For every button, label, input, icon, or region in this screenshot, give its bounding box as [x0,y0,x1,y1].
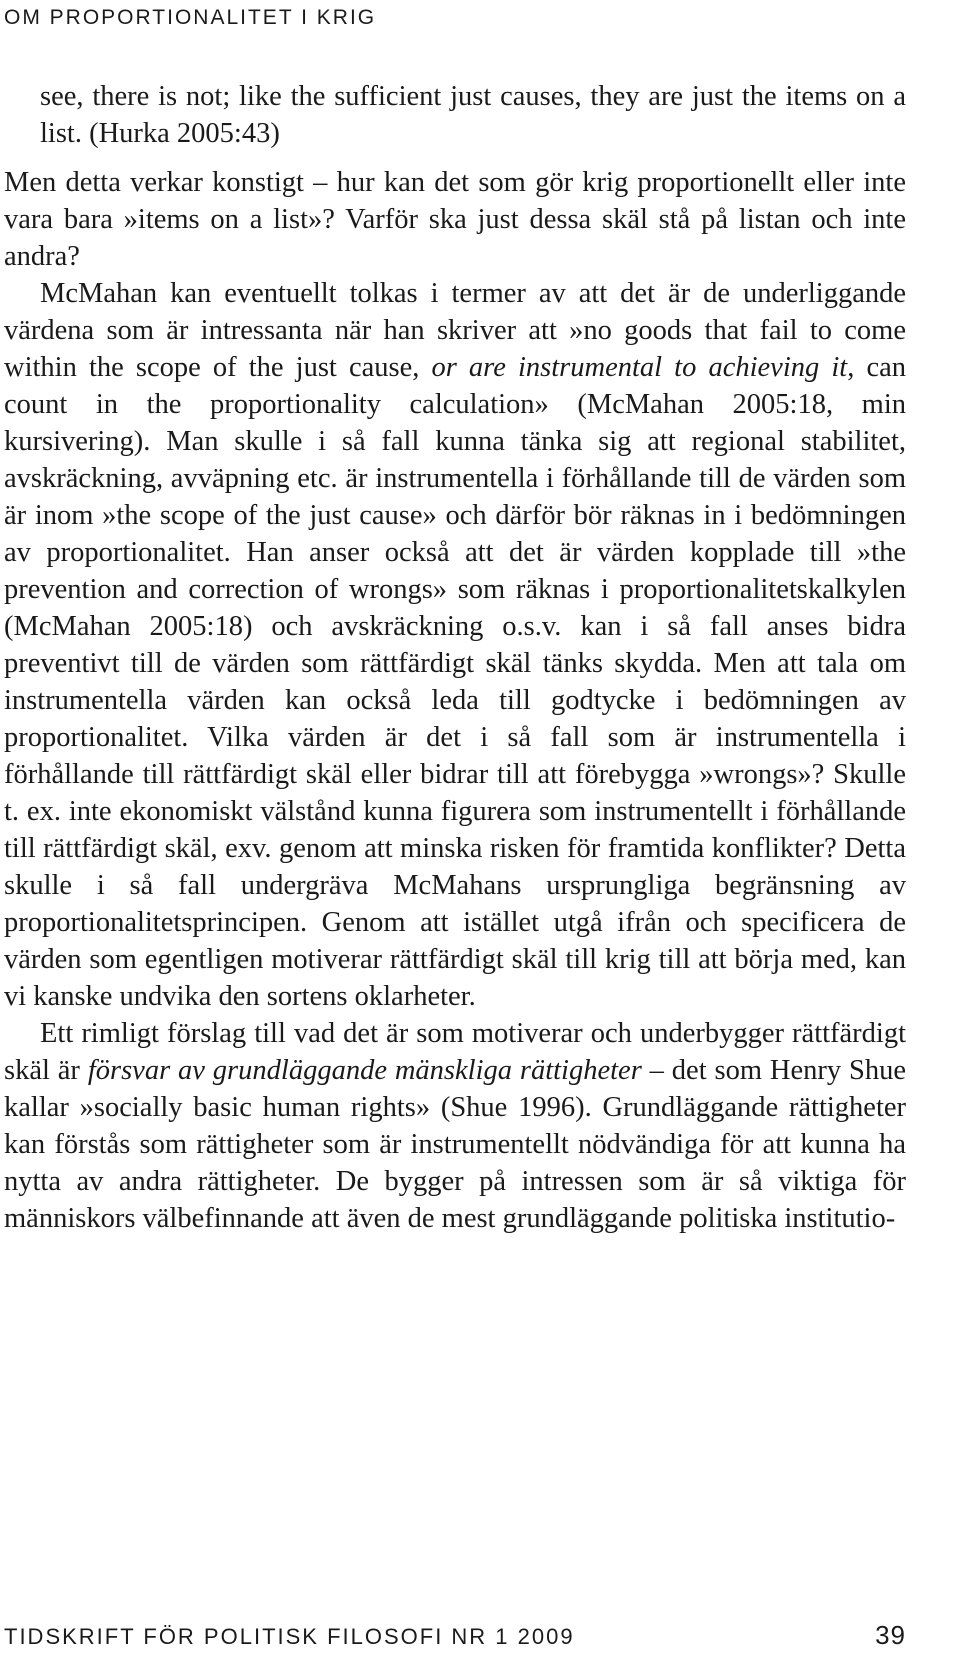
paragraph-2-italic: or are instrumental to achieving it [431,352,848,383]
block-quote: see, there is not; like the sufficient just causes, they are just the items on a list. (Hurka 2005:43) [40,81,906,149]
footer [4,1620,906,1651]
paragraph-1-text: Men detta verkar konstigt – hur kan det som gör krig proportionellt eller inte vara bara »items on a list»? Varför ska just dessa skäl stå på listan och inte andra? [4,167,906,272]
paragraph-2-text-b: , can count in the proportionality calculation» (McMahan 2005:18, min kursivering). Man skulle i så fall kunna tänka sig att regional stabilitet, avskräckning, avväpning etc. är instrumentella i förhållande till de värden som är inom »the scope of the just cause» och därför bör räknas in i bedömningen av proportionalitet. Han anser också att det är värden kopplade till »the prevention and correction of wrongs» som räknas i proportionalitetskalkylen (McMahan 2005:18) och avskräckning o.s.v. kan i så fall anses bidra preventivt till de värden som rättfärdigt skäl tänks skydda. Men att tala om instrumentella värden kan också leda till godtycke i bedömningen av proportionalitet. Vilka värden är det i så fall som är instrumentella i förhållande till rättfärdigt skäl eller bidrar till att förebygga »wrongs»? Skulle t. ex. inte ekonomiskt välstånd kunna figurera som instrumentellt i förhållande till rättfärdigt skäl, exv. genom att minska risken för framtida konflikter? Detta skulle i så fall undergräva McMahans ursprungliga begränsning av proportionalitetsprincipen. Genom att istället utgå ifrån och specificera de värden som egentligen motiverar rättfärdigt skäl till krig till att börja med, kan vi kanske undvika den sortens oklarheter. [4,352,906,1012]
paragraph-3-text-b: – det som Henry Shue kallar »socially basic human rights» (Shue 1996). Grundläggande rättigheter kan förstås som rättigheter som är instrumentellt nödvändiga för att kunna ha nytta av andra rättigheter. De bygger på intressen som är så viktiga för människors välbefinnande att även de mest grundläggande politiska institutio- [4,1055,906,1234]
paragraph-2 [4,275,906,1015]
running-head: OM PROPORTIONALITET I KRIG [4,6,377,29]
paragraph-2-text-a: McMahan kan eventuellt tolkas i termer av att det är de underliggande värdena som är intressanta när han skriver att »no goods that fail to come within the scope of the just cause, [4,278,906,383]
paragraph-3-italic: försvar av grundläggande mänskliga rättigheter [87,1055,642,1086]
footer-journal: TIDSKRIFT FÖR POLITISK FILOSOFI NR 1 2009 [4,1624,575,1649]
paragraph-1 [4,164,906,275]
page-number: 39 [875,1620,906,1650]
paragraph-3 [4,1015,906,1237]
paragraph-3-text-a: Ett rimligt förslag till vad det är som motiverar och underbygger rättfärdigt skäl är [4,1018,906,1086]
page-body [4,78,906,1237]
